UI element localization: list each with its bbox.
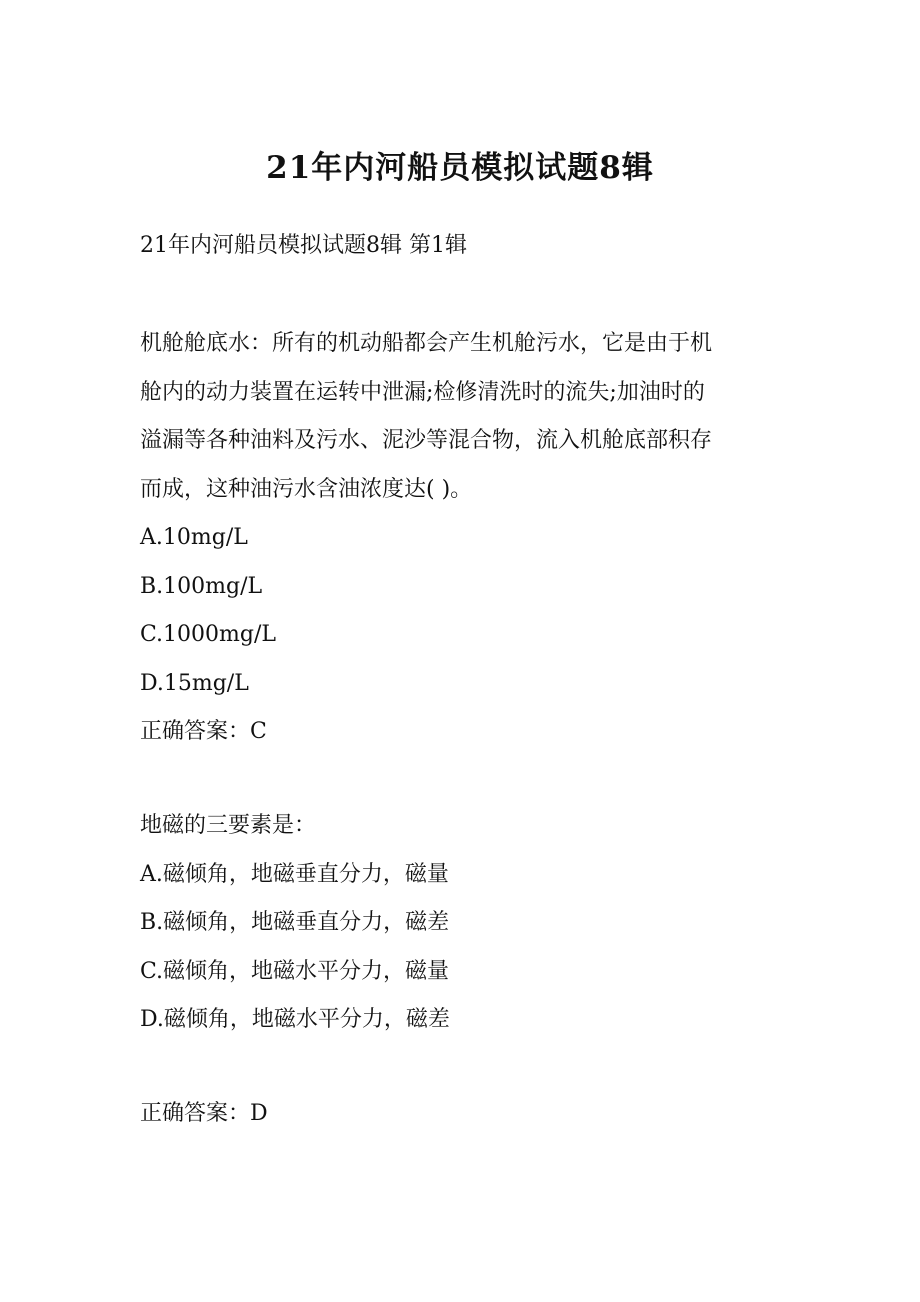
question-text-line: 而成，这种油污水含油浓度达( )。 <box>140 476 473 502</box>
option-c: C.磁倾角，地磁水平分力，磁量 <box>140 958 450 984</box>
question-text-line: 溢漏等各种油料及污水、泥沙等混合物，流入机舱底部积存 <box>140 428 713 453</box>
question-text-line: 机舱舱底水：所有的机动船都会产生机舱污水，它是由于机 <box>140 331 713 356</box>
option-a: A.磁倾角，地磁垂直分力，磁量 <box>140 861 449 887</box>
correct-answer: 正确答案：C <box>140 719 267 744</box>
option-d: D.磁倾角，地磁水平分力，磁差 <box>140 1007 450 1032</box>
option-b: B.100mg/L <box>140 573 263 599</box>
question-text-line: 舱内的动力装置在运转中泄漏;检修清洗时的流失;加油时的 <box>140 379 705 405</box>
question-2 <box>140 802 790 1045</box>
option-a: A.10mg/L <box>140 525 248 550</box>
document-subtitle: 21年内河船员模拟试题8辑 第1辑 <box>140 233 467 258</box>
question-1 <box>140 320 790 757</box>
option-d: D.15mg/L <box>140 670 249 696</box>
document-title: 21年内河船员模拟试题8辑 <box>266 150 654 186</box>
question-2-text <box>140 802 790 851</box>
option-c: C.1000mg/L <box>140 622 276 647</box>
option-b: B.磁倾角，地磁垂直分力，磁差 <box>140 910 450 935</box>
question-1-text <box>140 320 790 514</box>
correct-answer: 正确答案：D <box>140 1101 268 1126</box>
question-text-line: 地磁的三要素是： <box>140 813 317 838</box>
